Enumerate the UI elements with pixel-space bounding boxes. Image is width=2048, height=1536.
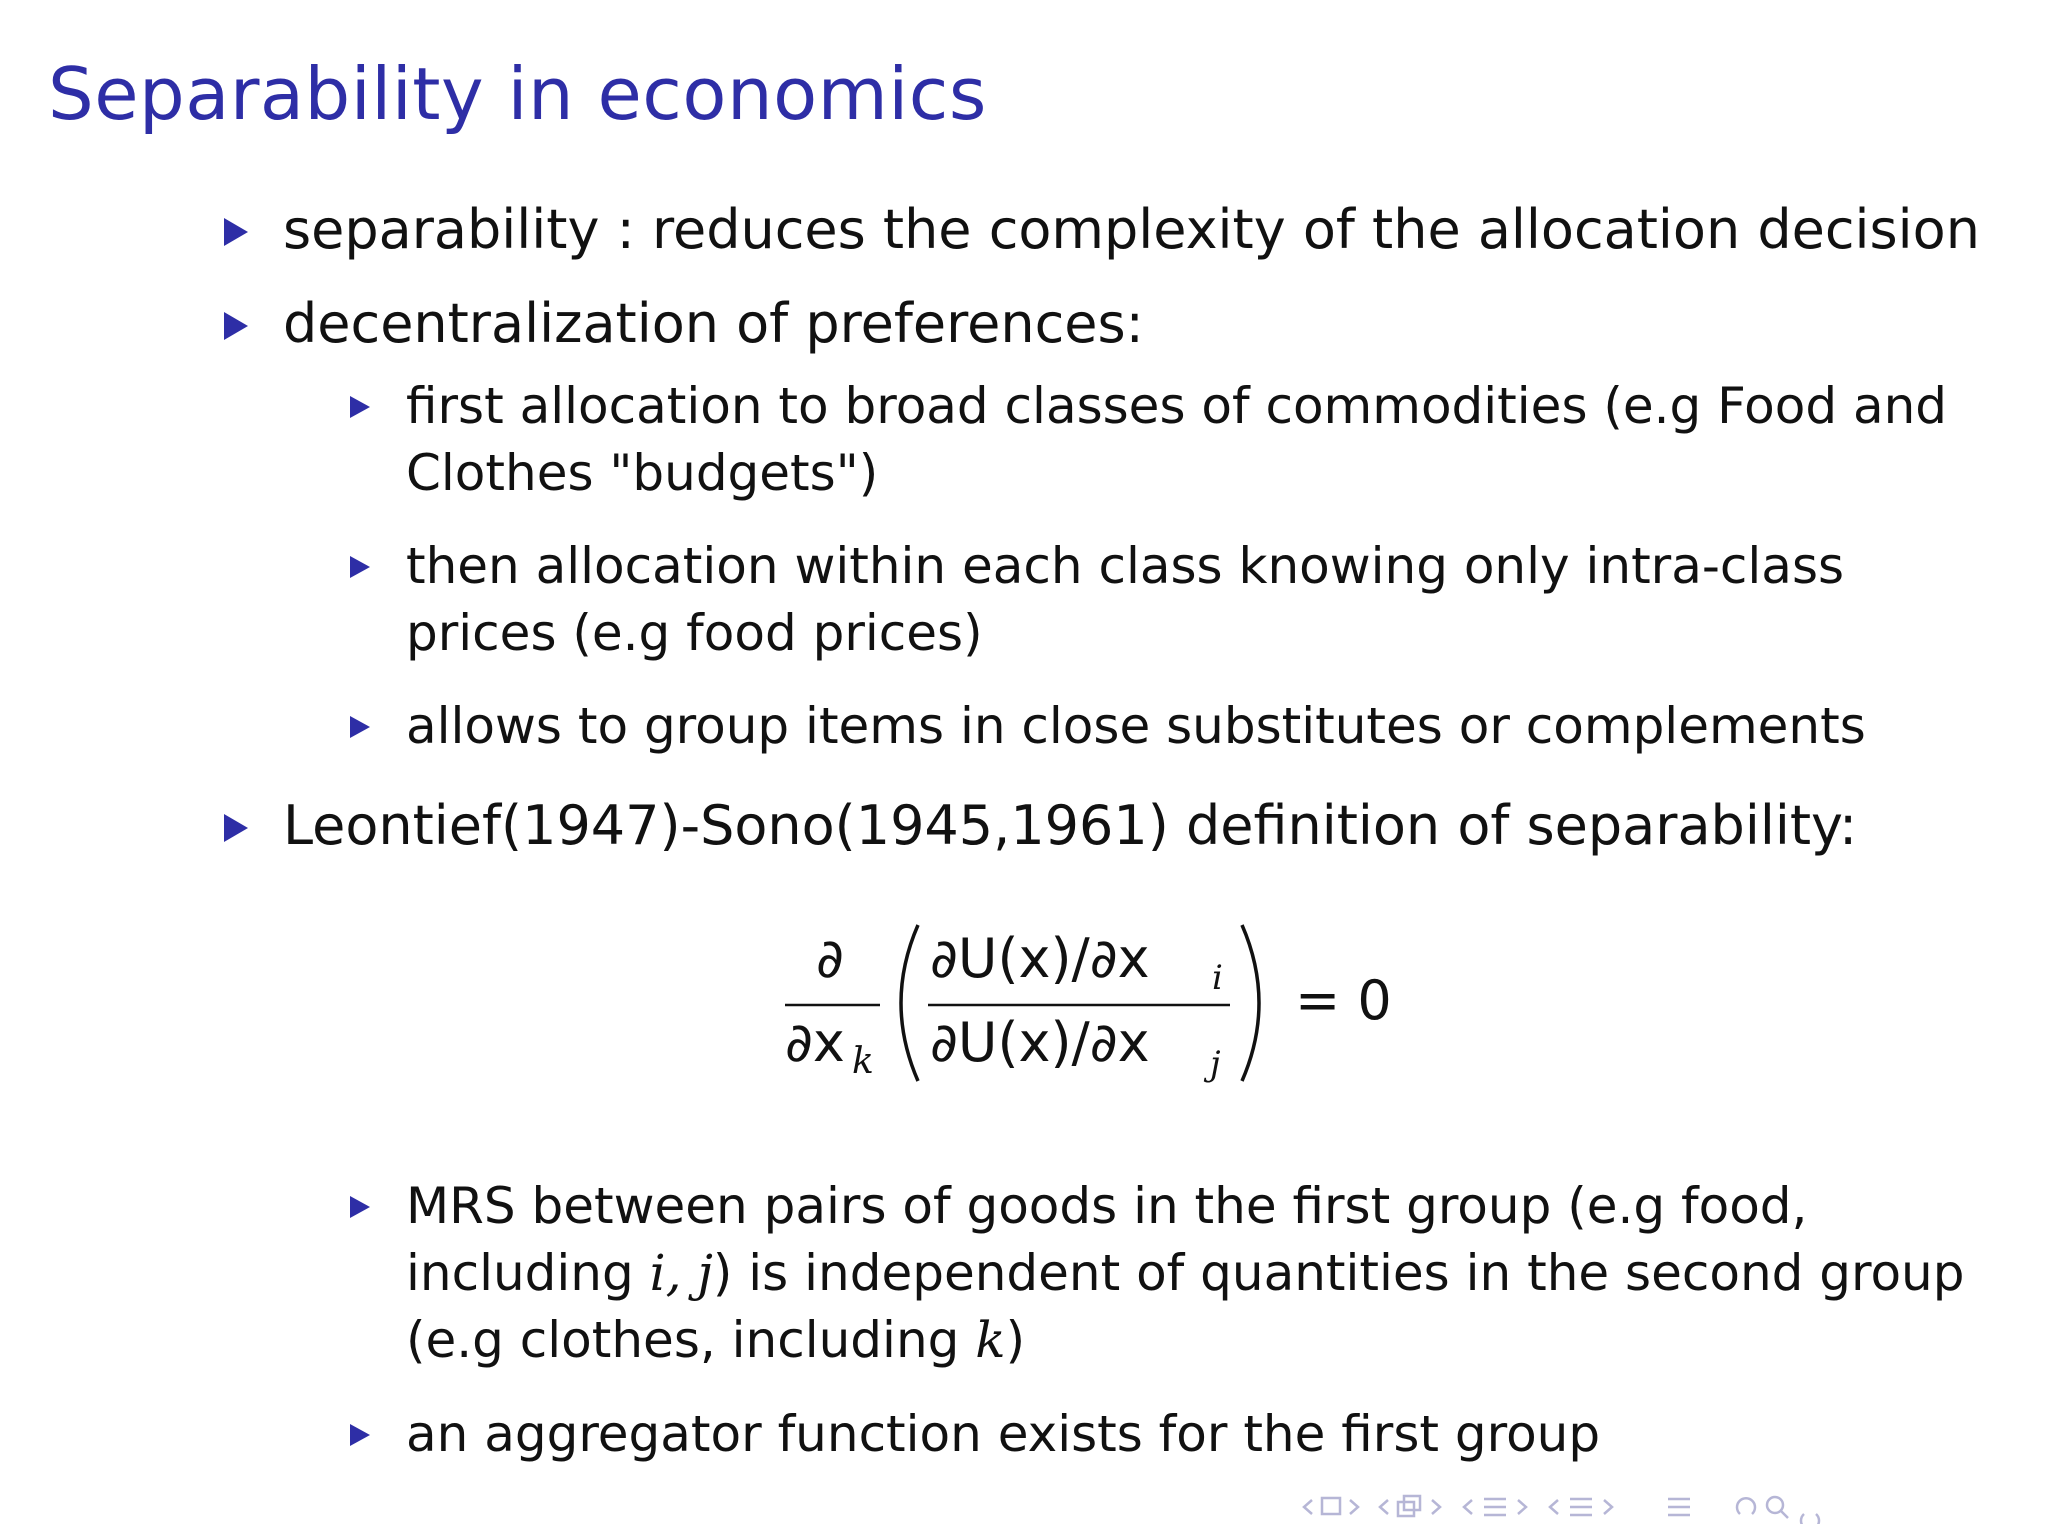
sub-bullet-group-items: allows to group items in close substitutes or complements: [406, 697, 1866, 755]
inner-denominator: ∂U(x)/∂x: [930, 1011, 1150, 1074]
equation-svg: [780, 915, 1420, 1090]
right-paren: [1242, 925, 1259, 1081]
bullet-decentralization: decentralization of preferences:: [283, 292, 1144, 355]
nav-right-icon[interactable]: [1604, 1500, 1612, 1514]
search-icon[interactable]: [1767, 1497, 1783, 1513]
sub-bullet-icon: [350, 556, 370, 578]
frame-icon[interactable]: [1322, 1498, 1340, 1514]
sub-bullet-mrs-line2: [406, 1239, 1964, 1307]
search-icon-handle: [1781, 1511, 1788, 1518]
nav-left-icon[interactable]: [1304, 1500, 1312, 1514]
math-var-k: k: [975, 1311, 1006, 1369]
slide-title: Separability in economics: [48, 52, 987, 136]
sub-bullet-icon: [350, 716, 370, 738]
sub-bullet-aggregator: an aggregator function exists for the first group: [406, 1405, 1601, 1463]
bullet-icon: [224, 218, 248, 246]
sub-bullet-first-allocation-line1: first allocation to broad classes of commodities (e.g Food and: [406, 377, 1948, 435]
beamer-navigation: [1300, 1490, 2020, 1524]
equation-rhs: = 0: [1295, 969, 1392, 1032]
math-vars-ij: i, j: [649, 1244, 713, 1302]
inner-numerator-sub: i: [1212, 958, 1223, 998]
menu-icon[interactable]: [1668, 1499, 1690, 1515]
nav-icons-svg: [1300, 1490, 2020, 1524]
sub-bullet-icon: [350, 396, 370, 418]
undo-icon[interactable]: [1737, 1498, 1755, 1514]
lhs-denominator-sub: k: [852, 1041, 874, 1082]
separability-equation: [780, 915, 1420, 1090]
nav-left-icon[interactable]: [1550, 1500, 1558, 1514]
nav-right-icon[interactable]: [1432, 1500, 1440, 1514]
inner-denominator-sub: j: [1210, 1044, 1221, 1084]
lhs-denominator: ∂x: [785, 1011, 845, 1074]
nav-right-icon[interactable]: [1518, 1500, 1526, 1514]
sub-bullet-icon: [350, 1424, 370, 1446]
bullet-leontief-sono: Leontief(1947)-Sono(1945,1961) definition of separability:: [283, 794, 1858, 857]
text: (e.g clothes, including: [406, 1311, 976, 1369]
bullet-icon: [224, 814, 248, 842]
redo-icon[interactable]: [1801, 1514, 1819, 1524]
nav-left-icon[interactable]: [1380, 1500, 1388, 1514]
sub-bullet-icon: [350, 1196, 370, 1218]
text: ): [1005, 1311, 1026, 1369]
sub-bullet-then-allocation-line1: then allocation within each class knowing only intra-class: [406, 537, 1845, 595]
nav-right-icon[interactable]: [1350, 1500, 1358, 1514]
sub-bullet-then-allocation-line2: prices (e.g food prices): [406, 604, 983, 662]
left-paren: [901, 925, 918, 1081]
sub-bullet-mrs-line3: [406, 1306, 1025, 1374]
bullet-separability: separability : reduces the complexity of the allocation decision: [283, 198, 1980, 261]
sub-bullet-first-allocation-line2: Clothes "budgets"): [406, 444, 879, 502]
text: ) is independent of quantities in the second group: [712, 1244, 1965, 1302]
section-icon[interactable]: [1570, 1499, 1592, 1515]
inner-numerator: ∂U(x)/∂x: [930, 927, 1150, 990]
sub-bullet-mrs-line1: MRS between pairs of goods in the first group (e.g food,: [406, 1177, 1808, 1235]
section-icon[interactable]: [1484, 1499, 1506, 1515]
text: including: [406, 1244, 650, 1302]
lhs-numerator: ∂: [816, 927, 844, 990]
bullet-icon: [224, 312, 248, 340]
nav-left-icon[interactable]: [1464, 1500, 1472, 1514]
